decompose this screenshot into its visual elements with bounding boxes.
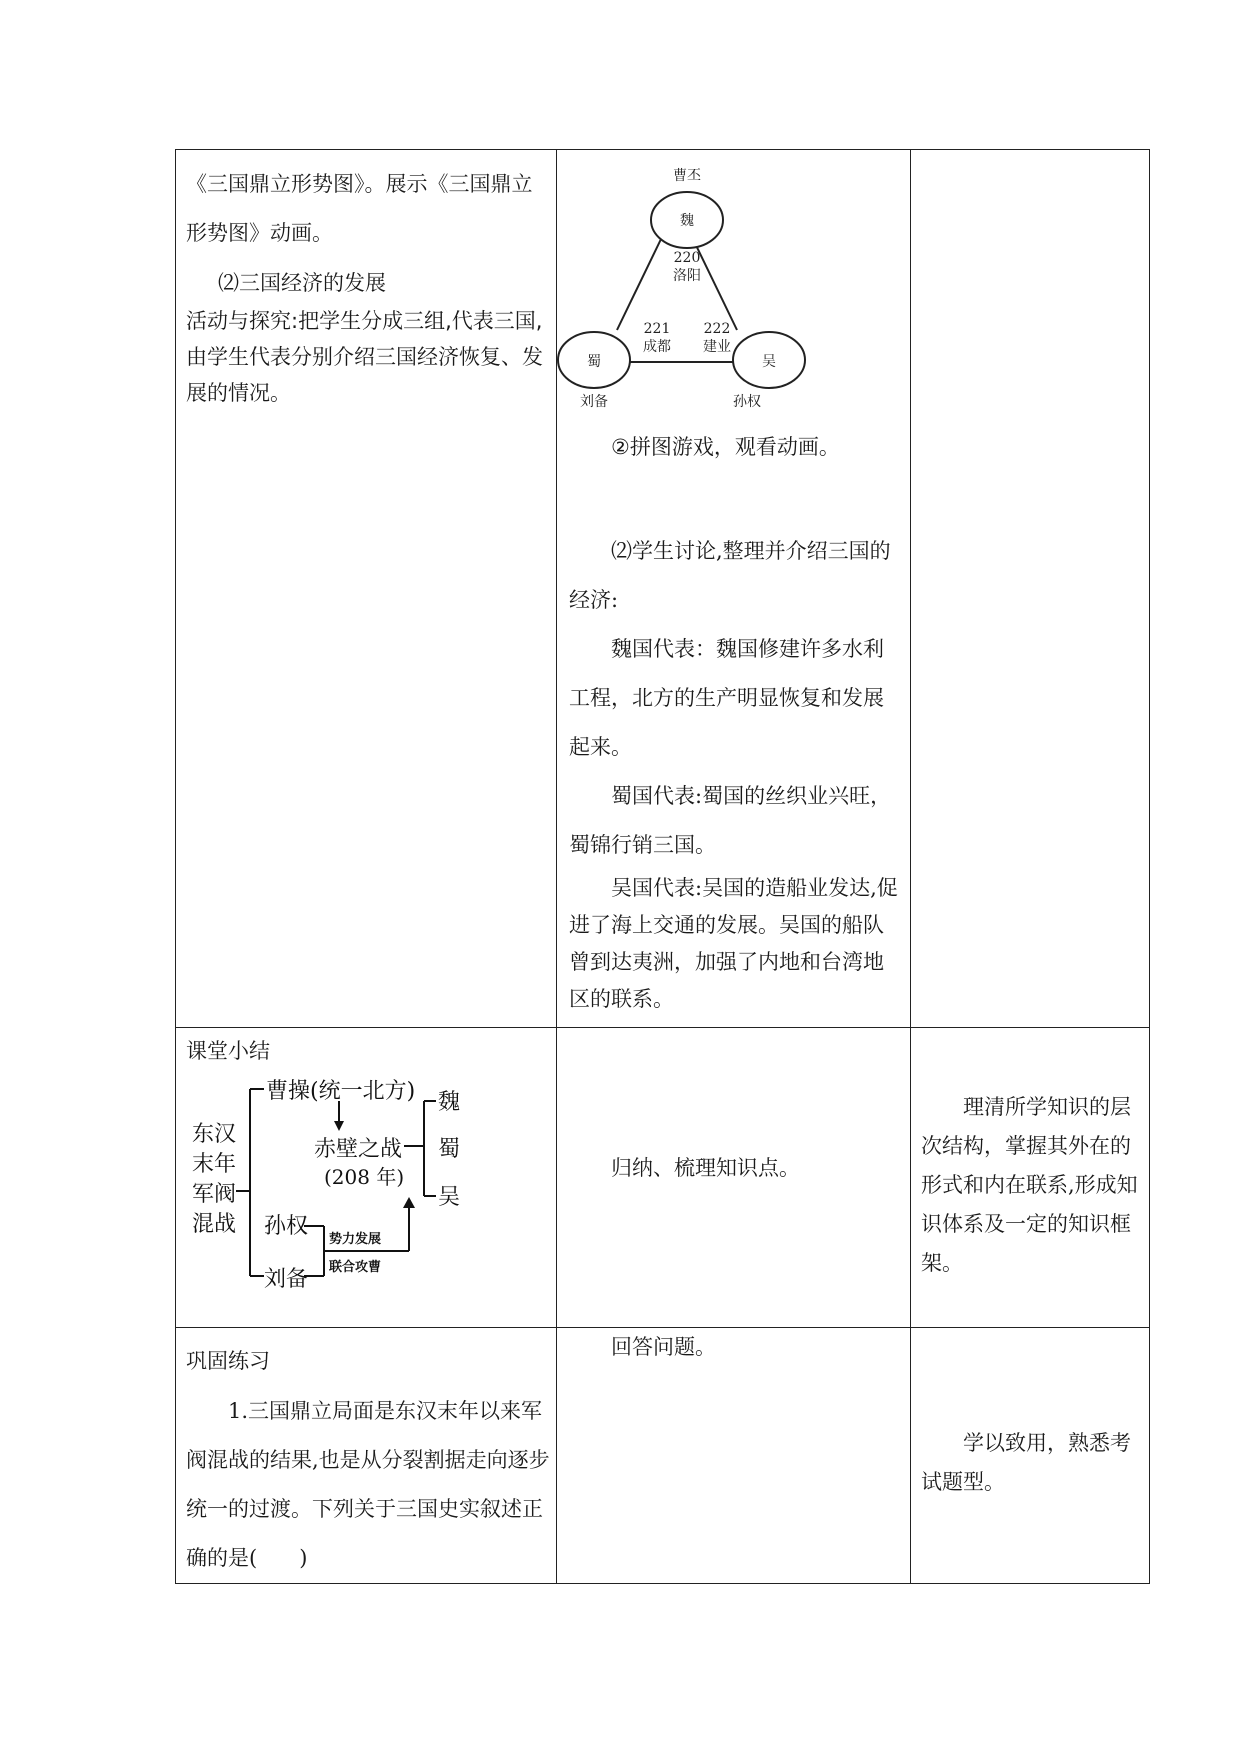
wei-name: 魏: [680, 213, 694, 229]
root-line-4: 混战: [192, 1212, 237, 1237]
activity-text: 活动与探究:把学生分成三组,代表三国,由学生代表分别介绍三国经济恢复、发展的情况。: [186, 309, 543, 405]
caocao-label: 曹操(统一北方): [266, 1079, 416, 1104]
wei-capital: 洛阳: [673, 268, 701, 284]
student-activity-cell: [557, 150, 911, 1028]
three-kingdoms-diagram: [557, 150, 911, 420]
wei-leader: 曹丕: [673, 168, 701, 184]
practice-question: 1.三国鼎立局面是东汉末年以来军阀混战的结果,也是从分裂割据走向逐步统一的过渡。下列关于三国史实叙述正确的是( ): [186, 1399, 550, 1570]
note-expand: 势力发展: [329, 1232, 382, 1247]
intro-text: 《三国鼎立形势图》。展示《三国鼎立形势图》动画。: [186, 172, 533, 245]
shu-capital: 成都: [643, 339, 671, 355]
wu-leader: 孙权: [733, 394, 761, 410]
practice-student-cell: [557, 1328, 911, 1584]
practice-intent-text: 学以致用，熟悉考试题型。: [921, 1431, 1131, 1494]
wu-capital: 建业: [703, 339, 731, 355]
shu-year: 221: [643, 321, 671, 337]
practice-intent-cell: [911, 1328, 1150, 1584]
root-line-1: 东汉: [192, 1122, 237, 1147]
summary-title: 课堂小结: [186, 1039, 270, 1063]
teacher-activity-cell: [176, 150, 557, 1028]
note-alliance: 联合攻曹: [329, 1260, 382, 1275]
puzzle-text: ②拼图游戏，观看动画。: [611, 435, 840, 459]
shu-name: 蜀: [587, 354, 601, 370]
table-row: [176, 150, 1150, 1028]
wu-economy-text: 吴国代表:吴国的造船业发达,促进了海上交通的发展。吴国的船队曾到达夷洲，加强了内地和台湾地区的联系。: [569, 876, 898, 1011]
wu-name: 吴: [762, 354, 776, 370]
summary-student-text: 归纳、梳理知识点。: [611, 1156, 800, 1180]
wei-economy-text: 魏国代表：魏国修建许多水利工程，北方的生产明显恢复和发展起来。: [569, 637, 884, 759]
summary-student-cell: [557, 1028, 911, 1328]
liubei-label: 刘备: [264, 1267, 309, 1292]
summary-cell: [176, 1028, 557, 1328]
design-intent-cell: [911, 150, 1150, 1028]
shu-leader: 刘备: [580, 394, 608, 410]
shu-economy-text: 蜀国代表:蜀国的丝织业兴旺，蜀锦行销三国。: [569, 784, 892, 857]
wei-year: 220: [673, 250, 701, 266]
summary-intent-cell: [911, 1028, 1150, 1328]
wu-year: 222: [703, 321, 731, 337]
kingdom-shu: 蜀: [438, 1137, 461, 1162]
root-line-2: 末年: [192, 1152, 237, 1177]
sunquan-label: 孙权: [264, 1214, 309, 1239]
summary-intent-text: 理清所学知识的层次结构，掌握其外在的形式和内在联系,形成知识体系及一定的知识框架。: [921, 1095, 1138, 1275]
table-row: [176, 1328, 1150, 1584]
summary-mind-map: [184, 1071, 484, 1301]
practice-cell: [176, 1328, 557, 1584]
kingdom-wu: 吴: [438, 1185, 461, 1210]
discuss-text: ⑵学生讨论,整理并介绍三国的经济:: [569, 539, 891, 612]
battle-label: 赤壁之战: [314, 1137, 403, 1162]
practice-student-text: 回答问题。: [611, 1335, 716, 1359]
lesson-plan-table: [175, 149, 1150, 1584]
kingdom-wei: 魏: [438, 1090, 461, 1115]
table-row: [176, 1028, 1150, 1328]
section-heading: ⑵三国经济的发展: [218, 271, 386, 295]
battle-year: (208 年): [324, 1165, 405, 1189]
root-line-3: 军阀: [192, 1182, 237, 1207]
practice-title: 巩固练习: [186, 1349, 270, 1373]
